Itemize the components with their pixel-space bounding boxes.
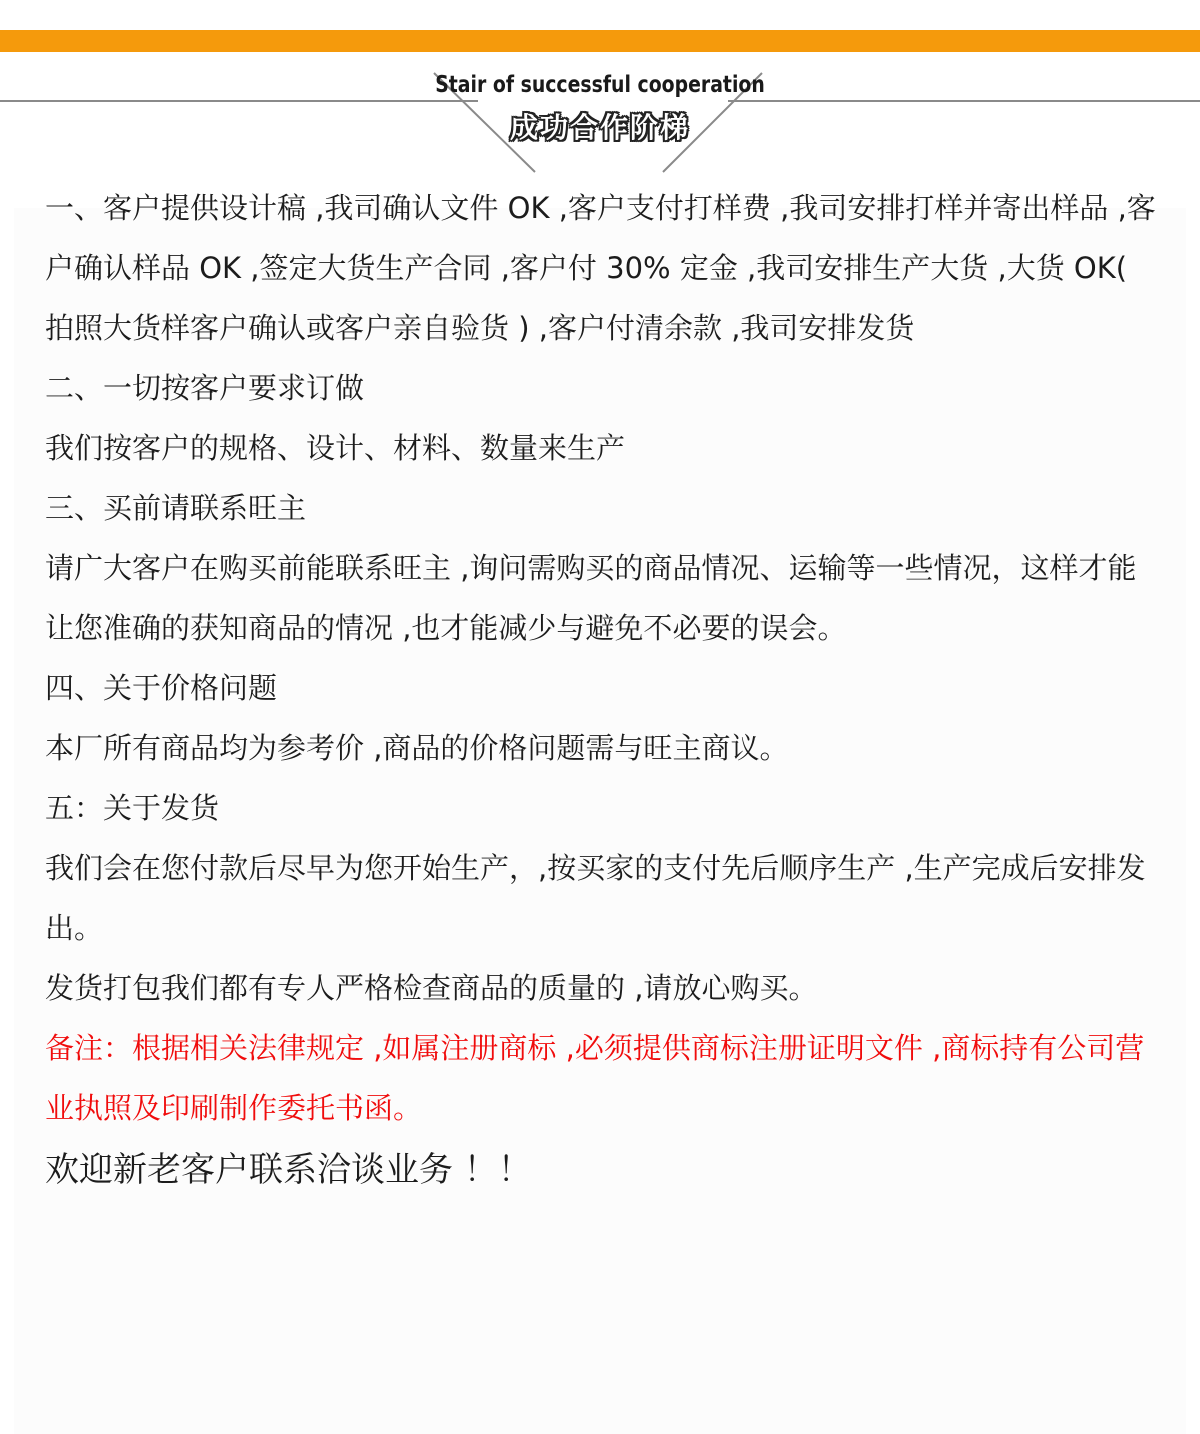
- paragraph-body-3: 请广大客户在购买前能联系旺主 ,询问需购买的商品情况、运输等一些情况，这样才能让您准确的获知商品的情况 ,也才能减少与避免不必要的误会。: [45, 551, 1137, 645]
- paragraph-step-1: 一、客户提供设计稿 ,我司确认文件 OK ,客户支付打样费 ,我司安排打样并寄出样品 ,客户确认样品 OK ,签定大货生产合同 ,客户付 30% 定金 ,我司安排生产大货 ,大货 OK( 拍照大货样客户确认或客户亲自验货 ) ,客户付清余款 ,我司安排发货: [45, 191, 1156, 345]
- paragraph-heading-3: 三、买前请联系旺主: [45, 491, 307, 525]
- paragraph-body-2: 我们按客户的规格、设计、材料、数量来生产: [45, 431, 626, 465]
- note-paragraph: 备注：根据相关法律规定 ,如属注册商标 ,必须提供商标注册证明文件 ,商标持有公司营业执照及印刷制作委托书函。: [45, 1031, 1145, 1125]
- paragraph-body-5: 我们会在您付款后尽早为您开始生产，,按买家的支付先后顺序生产 ,生产完成后安排发出。: [45, 851, 1146, 945]
- content: [45, 178, 1165, 1202]
- paragraph-heading-5: 五：关于发货: [45, 791, 220, 825]
- welcome-text: 欢迎新老客户联系洽谈业务 ！！: [45, 1150, 532, 1190]
- header-title-cn: 成功合作阶梯: [509, 111, 690, 144]
- accent-bar: [0, 30, 1200, 52]
- paragraph-body-4: 本厂所有商品均为参考价 ,商品的价格问题需与旺主商议。: [45, 731, 789, 765]
- header-title-en: Stair of successful cooperation: [435, 72, 765, 98]
- paragraph-body-5b: 发货打包我们都有专人严格检查商品的质量的 ,请放心购买。: [45, 971, 818, 1005]
- paragraph-heading-2: 二、一切按客户要求订做: [45, 371, 365, 405]
- paragraph-heading-4: 四、关于价格问题: [45, 671, 278, 705]
